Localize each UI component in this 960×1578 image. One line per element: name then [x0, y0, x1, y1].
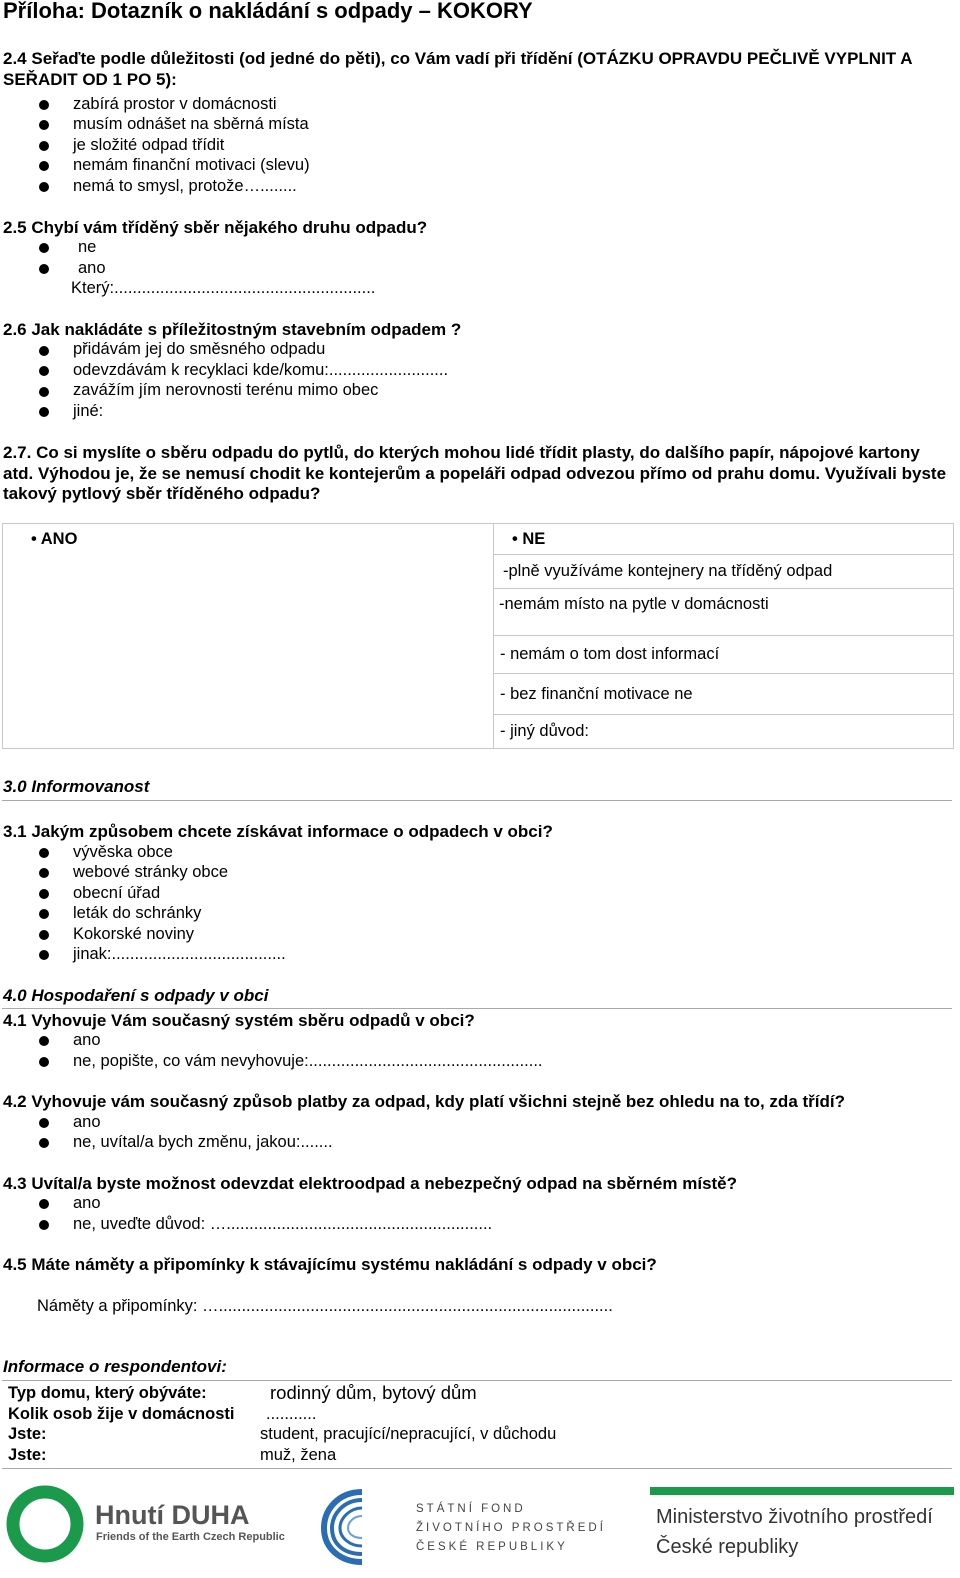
house-type-value[interactable]: rodinný dům, bytový dům — [270, 1382, 477, 1403]
question-4-5: 4.5 Máte náměty a připomínky k stávajícímu systému nakládání s odpady v obci? — [3, 1255, 657, 1274]
option-label[interactable]: zabírá prostor v domácnosti — [73, 95, 277, 113]
bullet-icon — [39, 141, 49, 151]
sfzp-line-2: ŽIVOTNÍHO PROSTŘEDÍ — [416, 1522, 606, 1534]
option-label[interactable]: je složité odpad třídit — [73, 136, 225, 154]
bullet-icon — [39, 182, 49, 192]
suggestions-field[interactable]: Náměty a připomínky: …...................................................................................... — [37, 1297, 613, 1315]
section-3-0: 3.0 Informovanost — [3, 777, 150, 796]
question-4-1: 4.1 Vyhovuje Vám současný systém sběru odpadů v obci? — [3, 1011, 475, 1030]
ne-label: • NE — [512, 529, 546, 548]
option-label[interactable]: leták do schránky — [73, 904, 202, 922]
question-4-3: 4.3 Uvítal/a byste možnost odevzdat elektroodpad a nebezpečný odpad na sběrném místě? — [3, 1174, 738, 1193]
bullet-icon — [39, 868, 49, 878]
option-label[interactable]: ne, popište, co vám nevyhovuje:................................................... — [73, 1052, 543, 1070]
option-label[interactable]: obecní úřad — [73, 884, 161, 902]
option-label[interactable]: zavážím jím nerovnosti terénu mimo obec — [73, 381, 379, 399]
persons-label: Kolik osob žije v domácnosti — [8, 1405, 235, 1423]
divider — [2, 1380, 952, 1381]
status-value[interactable]: student, pracující/nepracující, v důchodu — [260, 1425, 557, 1443]
gender-label: Jste: — [8, 1446, 47, 1464]
question-2-5: 2.5 Chybí vám tříděný sběr nějakého druhu odpadu? — [3, 218, 428, 237]
reason-cell[interactable]: -nemám místo na pytle v domácnosti — [494, 589, 954, 636]
reason-cell[interactable]: -plně využíváme kontejnery na tříděný odpad — [494, 555, 954, 589]
bullet-icon — [39, 1220, 49, 1230]
option-label[interactable]: jinak:...................................... — [73, 945, 286, 963]
option-label[interactable]: jiné: — [73, 402, 104, 420]
question-2-6: 2.6 Jak nakládáte s příležitostným stavebním odpadem ? — [3, 320, 462, 339]
gender-value[interactable]: muž, žena — [260, 1446, 337, 1464]
question-2-4: 2.4 Seřaďte podle důležitosti (od jedné do pěti), co Vám vadí při třídění (OTÁZKU OPRAVDU PEČLIVĚ VYPLNIT A SEŘADIT OD 1 PO 5): — [3, 49, 912, 89]
persons-value[interactable]: ........... — [266, 1405, 317, 1423]
bullet-icon — [39, 100, 49, 110]
option-label[interactable]: Kokorské noviny — [73, 925, 195, 943]
option-label[interactable]: nemá to smysl, protože…........ — [73, 177, 297, 195]
bullet-icon — [39, 930, 49, 940]
divider — [2, 1468, 952, 1469]
duha-circle-icon — [6, 1485, 84, 1563]
divider — [2, 800, 952, 801]
bullet-icon — [39, 889, 49, 899]
option-label[interactable]: vývěska obce — [73, 843, 173, 861]
duha-name: Hnutí DUHA — [95, 1500, 250, 1530]
divider — [2, 1008, 952, 1009]
option-label[interactable]: ne — [78, 238, 97, 256]
question-4-2: 4.2 Vyhovuje vám současný způsob platby za odpad, kdy platí všichni stejně bez ohledu na to, zda třídí? — [3, 1092, 845, 1111]
bullet-icon — [39, 909, 49, 919]
bullet-icon — [39, 407, 49, 417]
respondent-heading: Informace o respondentovi: — [3, 1357, 227, 1376]
sfzp-swirl-icon — [318, 1486, 406, 1568]
reason-cell[interactable]: - nemám o tom dost informací — [494, 636, 954, 674]
sfzp-line-3: ČESKÉ REPUBLIKY — [416, 1541, 568, 1553]
bullet-icon — [39, 1057, 49, 1067]
bullet-icon — [39, 1199, 49, 1209]
bullet-icon — [39, 1036, 49, 1046]
reason-cell[interactable]: - bez finanční motivace ne — [494, 674, 954, 715]
ne-cell[interactable] — [494, 524, 954, 555]
option-label[interactable]: přidávám jej do směsného odpadu — [73, 340, 326, 358]
bullet-icon — [39, 848, 49, 858]
answer-table — [2, 523, 954, 749]
option-label[interactable]: odevzdávám k recyklaci kde/komu:.......................... — [73, 361, 449, 379]
bullet-icon — [39, 1138, 49, 1148]
option-label[interactable]: ano — [73, 1113, 101, 1131]
bullet-icon — [39, 387, 49, 397]
bullet-icon — [39, 346, 49, 356]
option-label[interactable]: ano — [73, 1194, 101, 1212]
house-type-label: Typ domu, který obýváte: — [8, 1384, 207, 1402]
mzp-stripe — [650, 1487, 954, 1495]
bullet-icon — [39, 120, 49, 130]
bullet-icon — [39, 950, 49, 960]
option-label[interactable]: nemám finanční motivaci (slevu) — [73, 156, 310, 174]
question-2-7: 2.7. Co si myslíte o sběru odpadu do pytlů, do kterých mohou lidé třídit plasty, do dalšího papír, nápojové kartony atd. Výhodou je, že se nemusí chodit ke kontejerům a popeláři odpad odvezou přímo od prahu domu. Využívali byste takový pytlový sběr tříděného odpadu? — [3, 443, 947, 503]
status-label: Jste: — [8, 1425, 47, 1443]
bullet-icon — [39, 243, 49, 253]
mzp-line-1: Ministerstvo životního prostředí — [656, 1506, 933, 1528]
bullet-icon — [39, 1118, 49, 1128]
option-label[interactable]: ano — [78, 259, 106, 277]
bullet-icon — [39, 264, 49, 274]
mzp-line-2: České republiky — [656, 1536, 799, 1558]
reason-cell[interactable]: - jiný důvod: — [494, 715, 954, 749]
option-label[interactable]: ne, uveďte důvod: ….......................................................... — [73, 1215, 493, 1233]
ano-cell[interactable] — [3, 524, 494, 749]
bullet-icon — [39, 161, 49, 171]
question-3-1: 3.1 Jakým způsobem chcete získávat informace o odpadech v obci? — [3, 822, 553, 841]
option-label[interactable]: musím odnášet na sběrná místa — [73, 115, 309, 133]
bullet-icon — [39, 366, 49, 376]
ano-label: • ANO — [31, 530, 78, 548]
option-label[interactable]: webové stránky obce — [73, 863, 229, 881]
page-title: Příloha: Dotazník o nakládání s odpady – KOKORY — [3, 0, 533, 23]
option-label[interactable]: ne, uvítal/a bych změnu, jakou:....... — [73, 1133, 333, 1151]
which-field[interactable]: Který:......................................................... — [71, 279, 376, 297]
duha-subtitle: Friends of the Earth Czech Republic — [96, 1531, 285, 1543]
section-4-0: 4.0 Hospodaření s odpady v obci — [3, 986, 269, 1005]
option-label[interactable]: ano — [73, 1031, 101, 1049]
sfzp-line-1: STÁTNÍ FOND — [416, 1503, 526, 1515]
